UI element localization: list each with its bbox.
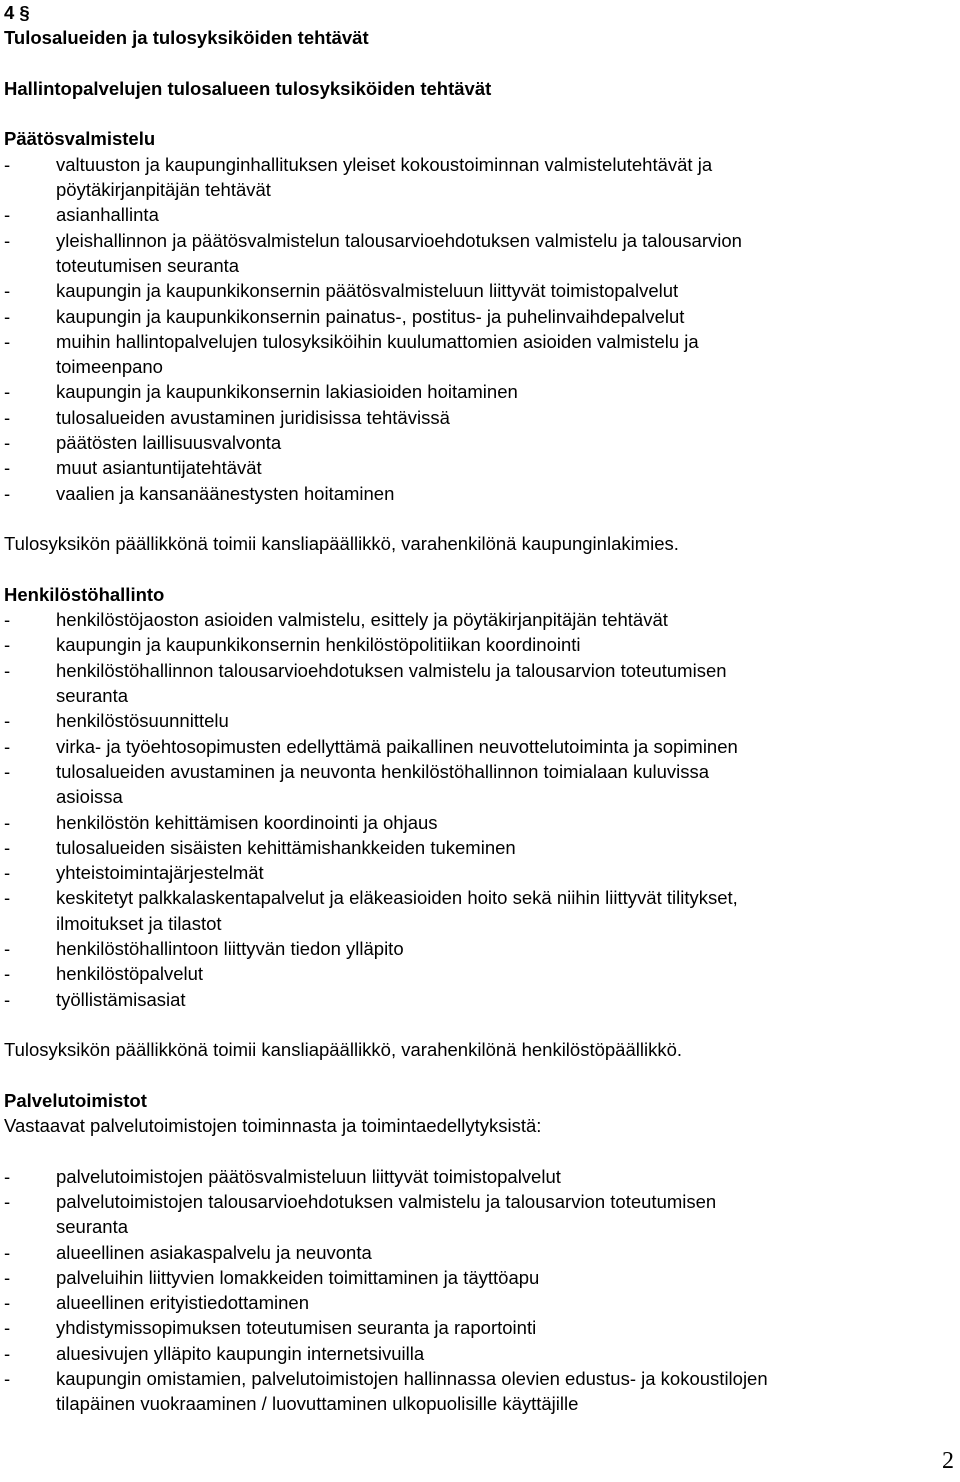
- list-item-text: asioissa: [56, 786, 123, 808]
- list-paatosvalmistelu: [4, 152, 954, 506]
- bullet-dash: -: [4, 229, 11, 251]
- bullet-dash: -: [4, 735, 11, 757]
- unit-head-note-henkilostohallinto: Tulosyksikön päällikkönä toimii kansliapäällikkö, varahenkilönä henkilöstöpäällikkö.: [4, 1039, 683, 1061]
- list-item: [4, 202, 954, 227]
- list-item-text: työllistämisasiat: [56, 988, 186, 1010]
- list-item-text: vaalien ja kansanäänestysten hoitaminen: [56, 482, 395, 504]
- list-item-text: tulosalueiden avustaminen ja neuvonta henkilöstöhallinnon toimialaan kuluvissa: [56, 760, 710, 782]
- section-heading-paatosvalmistelu: Päätösvalmistelu: [4, 128, 156, 150]
- list-item-text: toimeenpano: [56, 356, 163, 378]
- list-item: [4, 607, 954, 632]
- bullet-dash: -: [4, 1368, 11, 1390]
- bullet-dash: -: [4, 457, 11, 479]
- list-item-text: kaupungin ja kaupunkikonsernin painatus-, postitus- ja puhelinvaihdepalvelut: [56, 305, 685, 327]
- bullet-dash: -: [4, 1292, 11, 1314]
- list-item-text: yhdistymissopimuksen toteutumisen seuranta ja raportointi: [56, 1317, 537, 1339]
- bullet-dash: -: [4, 204, 11, 226]
- unit-head-note-paatosvalmistelu: Tulosyksikön päällikkönä toimii kansliapäällikkö, varahenkilönä kaupunginlakimies.: [4, 533, 679, 555]
- bullet-dash: -: [4, 887, 11, 909]
- list-item: [4, 481, 954, 506]
- spacer: [4, 51, 954, 76]
- list-item-text: palvelutoimistojen päätösvalmisteluun liittyvät toimistopalvelut: [56, 1165, 561, 1187]
- list-item: [4, 304, 954, 329]
- list-item: [4, 405, 954, 430]
- list-item: [4, 278, 954, 303]
- list-item-text: muihin hallintopalvelujen tulosyksiköihin kuulumattomien asioiden valmistelu ja: [56, 330, 699, 352]
- list-item: [4, 961, 954, 986]
- bullet-dash: -: [4, 862, 11, 884]
- list-item-text: päätösten laillisuusvalvonta: [56, 432, 282, 454]
- bullet-dash: -: [4, 988, 11, 1010]
- list-item: [4, 1240, 954, 1265]
- spacer: [4, 557, 954, 582]
- bullet-dash: -: [4, 381, 11, 403]
- list-item-text: henkilöstön kehittämisen koordinointi ja ohjaus: [56, 811, 438, 833]
- list-item: [4, 1315, 954, 1340]
- bullet-dash: -: [4, 1190, 11, 1212]
- spacer: [4, 1062, 954, 1087]
- list-item-text: seuranta: [56, 685, 128, 707]
- list-item-text: henkilöstöhallintoon liittyvän tiedon ylläpito: [56, 937, 404, 959]
- list-item-text: tilapäinen vuokraaminen / luovuttaminen ulkopuolisille käyttäjille: [56, 1393, 579, 1415]
- spacer: [4, 506, 954, 531]
- list-item-text: henkilöstösuunnittelu: [56, 710, 229, 732]
- list-item: [4, 228, 954, 279]
- bullet-dash: -: [4, 1317, 11, 1339]
- list-item: [4, 1164, 954, 1189]
- list-item-text: asianhallinta: [56, 204, 159, 226]
- bullet-dash: -: [4, 609, 11, 631]
- bullet-dash: -: [4, 937, 11, 959]
- list-item: [4, 708, 954, 733]
- bullet-dash: -: [4, 963, 11, 985]
- list-item-text: ilmoitukset ja tilastot: [56, 912, 222, 934]
- list-item-text: muut asiantuntijatehtävät: [56, 457, 262, 479]
- list-item: [4, 1265, 954, 1290]
- list-item: [4, 987, 954, 1012]
- list-item: [4, 329, 954, 380]
- document: [4, 0, 954, 1417]
- spacer: [4, 1012, 954, 1037]
- list-item: [4, 430, 954, 455]
- bullet-dash: -: [4, 811, 11, 833]
- list-item: [4, 1290, 954, 1315]
- bullet-dash: -: [4, 659, 11, 681]
- list-item-text: valtuuston ja kaupunginhallituksen yleiset kokoustoiminnan valmistelutehtävät ja: [56, 153, 713, 175]
- list-item-text: kaupungin omistamien, palvelutoimistojen hallinnassa olevien edustus- ja kokoustilojen: [56, 1368, 768, 1390]
- list-item: [4, 936, 954, 961]
- list-item: [4, 455, 954, 480]
- list-item-text: palvelutoimistojen talousarvioehdotuksen valmistelu ja talousarvion toteutumisen: [56, 1190, 717, 1212]
- bullet-dash: -: [4, 836, 11, 858]
- list-item-text: alueellinen asiakaspalvelu ja neuvonta: [56, 1241, 372, 1263]
- list-item-text: toteutumisen seuranta: [56, 254, 240, 276]
- list-henkilostohallinto: [4, 607, 954, 1012]
- list-item-text: aluesivujen ylläpito kaupungin internetsivuilla: [56, 1342, 425, 1364]
- bullet-dash: -: [4, 280, 11, 302]
- section-number: 4 §: [4, 2, 30, 23]
- list-item-text: tulosalueiden avustaminen juridisissa tehtävissä: [56, 406, 450, 428]
- list-item: [4, 632, 954, 657]
- section-heading-henkilostohallinto: Henkilöstöhallinto: [4, 583, 165, 605]
- list-item: [4, 152, 954, 203]
- bullet-dash: -: [4, 760, 11, 782]
- list-item-text: palveluihin liittyvien lomakkeiden toimittaminen ja täyttöapu: [56, 1266, 540, 1288]
- list-item: [4, 835, 954, 860]
- list-item-text: henkilöstöhallinnon talousarvioehdotuksen valmistelu ja talousarvion toteutumisen: [56, 659, 727, 681]
- list-item: [4, 759, 954, 810]
- list-item-text: seuranta: [56, 1216, 128, 1238]
- list-item-text: henkilöstöpalvelut: [56, 963, 204, 985]
- bullet-dash: -: [4, 432, 11, 454]
- bullet-dash: -: [4, 710, 11, 732]
- list-item-text: kaupungin ja kaupunkikonsernin päätösvalmisteluun liittyvät toimistopalvelut: [56, 280, 679, 302]
- list-item-text: yhteistoimintajärjestelmät: [56, 862, 264, 884]
- page-number: 2: [942, 1448, 954, 1474]
- list-item: [4, 379, 954, 404]
- list-item-text: yleishallinnon ja päätösvalmistelun talousarvioehdotuksen valmistelu ja talousarvion: [56, 229, 742, 251]
- list-item: [4, 1341, 954, 1366]
- list-item: [4, 1366, 954, 1417]
- list-item-text: alueellinen erityistiedottaminen: [56, 1292, 309, 1314]
- list-item-text: henkilöstöjaoston asioiden valmistelu, esittely ja pöytäkirjanpitäjän tehtävät: [56, 609, 668, 631]
- document-subtitle: Hallintopalvelujen tulosalueen tulosyksiköiden tehtävät: [4, 77, 492, 99]
- list-item-text: pöytäkirjanpitäjän tehtävät: [56, 179, 271, 201]
- list-palvelutoimistot: [4, 1164, 954, 1417]
- bullet-dash: -: [4, 305, 11, 327]
- bullet-dash: -: [4, 482, 11, 504]
- bullet-dash: -: [4, 1266, 11, 1288]
- bullet-dash: -: [4, 1342, 11, 1364]
- bullet-dash: -: [4, 330, 11, 352]
- list-item: [4, 734, 954, 759]
- list-item-text: kaupungin ja kaupunkikonsernin lakiasioiden hoitaminen: [56, 381, 518, 403]
- bullet-dash: -: [4, 406, 11, 428]
- list-item: [4, 1189, 954, 1240]
- list-item: [4, 810, 954, 835]
- bullet-dash: -: [4, 634, 11, 656]
- section-intro-palvelutoimistot: Vastaavat palvelutoimistojen toiminnasta ja toimintaedellytyksistä:: [4, 1115, 542, 1137]
- list-item: [4, 658, 954, 709]
- list-item: [4, 885, 954, 936]
- spacer: [4, 101, 954, 126]
- list-item-text: keskitetyt palkkalaskentapalvelut ja eläkeasioiden hoito sekä niihin liittyvät tilitykset,: [56, 887, 738, 909]
- bullet-dash: -: [4, 1165, 11, 1187]
- list-item-text: virka- ja työehtosopimusten edellyttämä paikallinen neuvottelutoiminta ja sopiminen: [56, 735, 738, 757]
- list-item: [4, 860, 954, 885]
- list-item-text: kaupungin ja kaupunkikonsernin henkilöstöpolitiikan koordinointi: [56, 634, 581, 656]
- section-heading-palvelutoimistot: Palvelutoimistot: [4, 1089, 147, 1111]
- list-item-text: tulosalueiden sisäisten kehittämishankkeiden tukeminen: [56, 836, 516, 858]
- bullet-dash: -: [4, 153, 11, 175]
- document-title: Tulosalueiden ja tulosyksiköiden tehtävät: [4, 27, 369, 49]
- bullet-dash: -: [4, 1241, 11, 1263]
- spacer: [4, 1138, 954, 1163]
